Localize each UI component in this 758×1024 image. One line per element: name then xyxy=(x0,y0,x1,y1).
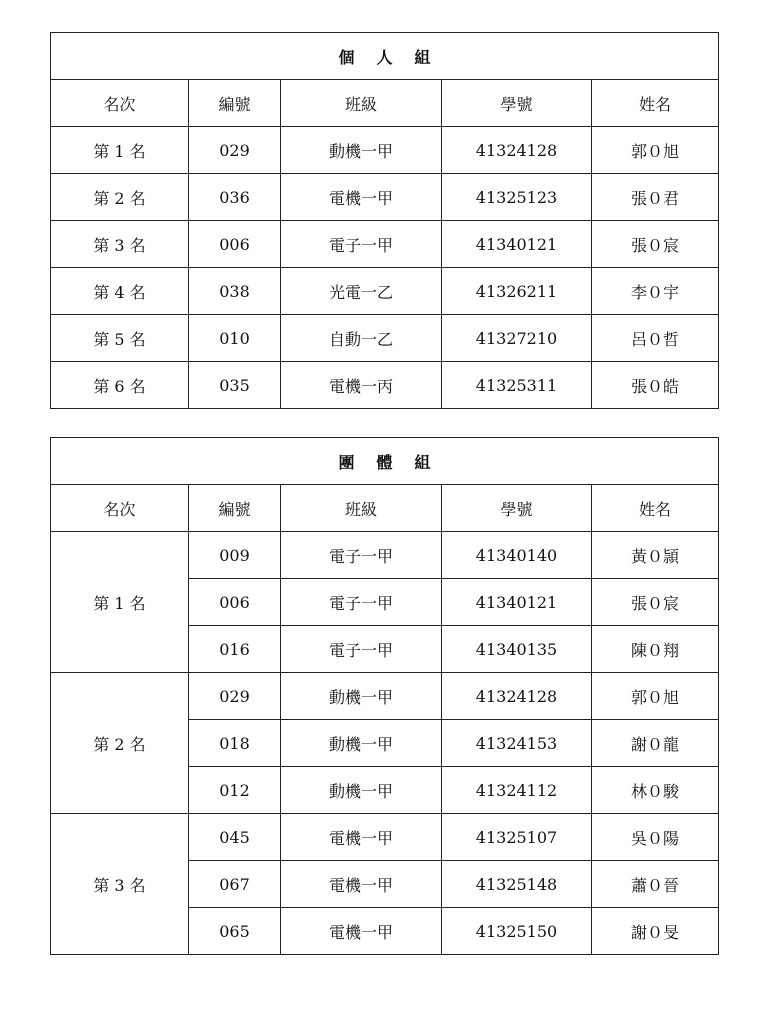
class-cell: 電機一甲 xyxy=(281,861,442,908)
student-no-cell: 41327210 xyxy=(442,315,592,362)
student-no-cell: 41324112 xyxy=(442,767,592,814)
group-table-title: 團體組 xyxy=(51,438,719,485)
header-id: 編號 xyxy=(189,485,281,532)
table-row xyxy=(51,814,719,861)
name-cell: 呂０哲 xyxy=(592,315,719,362)
class-cell: 動機一甲 xyxy=(281,673,442,720)
name-cell: 蕭０晉 xyxy=(592,861,719,908)
rank-cell: 第 4 名 xyxy=(51,268,189,315)
class-cell: 電子一甲 xyxy=(281,532,442,579)
id-cell: 029 xyxy=(189,127,281,174)
student-no-cell: 41325311 xyxy=(442,362,592,409)
name-cell: 郭０旭 xyxy=(592,673,719,720)
id-cell: 016 xyxy=(189,626,281,673)
student-no-cell: 41326211 xyxy=(442,268,592,315)
header-row xyxy=(51,485,719,532)
header-id: 編號 xyxy=(189,80,281,127)
id-cell: 067 xyxy=(189,861,281,908)
id-cell: 045 xyxy=(189,814,281,861)
student-no-cell: 41324153 xyxy=(442,720,592,767)
rank-cell: 第 1 名 xyxy=(51,127,189,174)
class-cell: 動機一甲 xyxy=(281,720,442,767)
header-rank: 名次 xyxy=(51,80,189,127)
header-class: 班級 xyxy=(281,485,442,532)
rank-cell: 第 5 名 xyxy=(51,315,189,362)
class-cell: 電子一甲 xyxy=(281,579,442,626)
name-cell: 李０宇 xyxy=(592,268,719,315)
rank-cell: 第 3 名 xyxy=(51,221,189,268)
student-no-cell: 41325123 xyxy=(442,174,592,221)
table-row xyxy=(51,174,719,221)
id-cell: 009 xyxy=(189,532,281,579)
table-row xyxy=(51,221,719,268)
id-cell: 006 xyxy=(189,221,281,268)
header-rank: 名次 xyxy=(51,485,189,532)
student-no-cell: 41324128 xyxy=(442,673,592,720)
class-cell: 電機一甲 xyxy=(281,174,442,221)
class-cell: 電子一甲 xyxy=(281,626,442,673)
team-rank-cell: 第 1 名 xyxy=(51,532,189,673)
student-no-cell: 41340121 xyxy=(442,221,592,268)
id-cell: 035 xyxy=(189,362,281,409)
id-cell: 018 xyxy=(189,720,281,767)
class-cell: 動機一甲 xyxy=(281,767,442,814)
name-cell: 郭０旭 xyxy=(592,127,719,174)
student-no-cell: 41340135 xyxy=(442,626,592,673)
header-row xyxy=(51,80,719,127)
header-class: 班級 xyxy=(281,80,442,127)
header-name: 姓名 xyxy=(592,485,719,532)
name-cell: 張０宸 xyxy=(592,221,719,268)
student-no-cell: 41324128 xyxy=(442,127,592,174)
name-cell: 林０駿 xyxy=(592,767,719,814)
name-cell: 謝０旻 xyxy=(592,908,719,955)
class-cell: 電機一丙 xyxy=(281,362,442,409)
rank-cell: 第 6 名 xyxy=(51,362,189,409)
header-name: 姓名 xyxy=(592,80,719,127)
student-no-cell: 41340121 xyxy=(442,579,592,626)
student-no-cell: 41325107 xyxy=(442,814,592,861)
student-no-cell: 41325150 xyxy=(442,908,592,955)
student-no-cell: 41340140 xyxy=(442,532,592,579)
name-cell: 張０宸 xyxy=(592,579,719,626)
table-row xyxy=(51,315,719,362)
id-cell: 065 xyxy=(189,908,281,955)
id-cell: 038 xyxy=(189,268,281,315)
individual-table-title: 個人組 xyxy=(51,33,719,80)
class-cell: 光電一乙 xyxy=(281,268,442,315)
header-student-no: 學號 xyxy=(442,80,592,127)
name-cell: 吳０陽 xyxy=(592,814,719,861)
id-cell: 012 xyxy=(189,767,281,814)
rank-cell: 第 2 名 xyxy=(51,174,189,221)
id-cell: 006 xyxy=(189,579,281,626)
student-no-cell: 41325148 xyxy=(442,861,592,908)
table-row xyxy=(51,127,719,174)
name-cell: 陳０翔 xyxy=(592,626,719,673)
team-rank-cell: 第 2 名 xyxy=(51,673,189,814)
table-row xyxy=(51,532,719,579)
name-cell: 張０皓 xyxy=(592,362,719,409)
table-row xyxy=(51,673,719,720)
individual-ranking-table xyxy=(50,32,719,409)
table-row xyxy=(51,362,719,409)
name-cell: 張０君 xyxy=(592,174,719,221)
name-cell: 黃０頴 xyxy=(592,532,719,579)
id-cell: 029 xyxy=(189,673,281,720)
id-cell: 010 xyxy=(189,315,281,362)
table-row xyxy=(51,268,719,315)
class-cell: 動機一甲 xyxy=(281,127,442,174)
group-ranking-table xyxy=(50,437,719,955)
class-cell: 電機一甲 xyxy=(281,908,442,955)
header-student-no: 學號 xyxy=(442,485,592,532)
class-cell: 電子一甲 xyxy=(281,221,442,268)
table-title-row xyxy=(51,33,719,80)
class-cell: 自動一乙 xyxy=(281,315,442,362)
id-cell: 036 xyxy=(189,174,281,221)
table-title-row xyxy=(51,438,719,485)
name-cell: 謝０龍 xyxy=(592,720,719,767)
class-cell: 電機一甲 xyxy=(281,814,442,861)
team-rank-cell: 第 3 名 xyxy=(51,814,189,955)
